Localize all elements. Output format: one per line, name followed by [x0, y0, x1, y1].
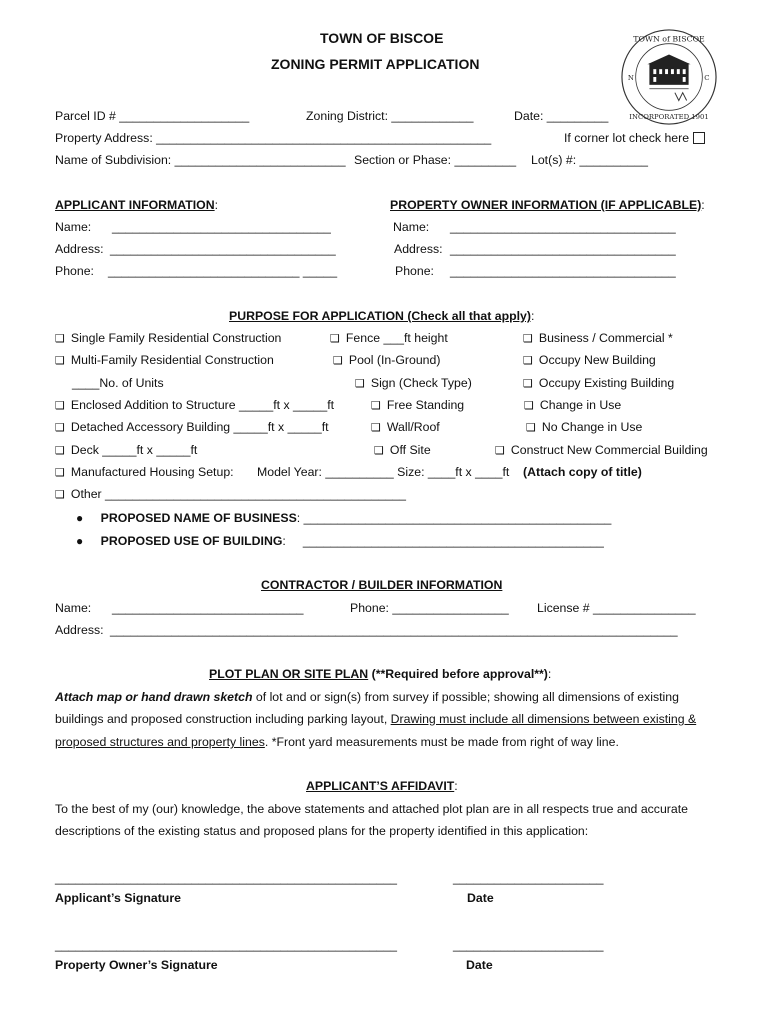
lots-field[interactable]: Lot(s) #: __________ — [531, 153, 648, 167]
contractor-phone-field[interactable]: Phone: _________________ — [350, 601, 509, 615]
checkbox-icon[interactable]: ❑ — [523, 378, 533, 390]
applicant-phone-field[interactable]: ____________________________ _____ — [108, 264, 338, 278]
checkbox-icon[interactable]: ❑ — [526, 422, 536, 434]
option-construct-new-commercial[interactable]: ❑ Construct New Commercial Building — [495, 443, 708, 457]
number-of-units-field[interactable]: ____No. of Units — [72, 376, 164, 390]
contractor-address-label: Address: — [55, 623, 104, 637]
applicant-address-field[interactable]: _________________________________ — [110, 242, 336, 256]
corner-lot-check — [564, 132, 705, 144]
checkbox-icon[interactable]: ❑ — [355, 378, 365, 390]
subdivision-field[interactable]: Name of Subdivision: _________________________ — [55, 153, 346, 167]
contractor-heading: CONTRACTOR / BUILDER INFORMATION — [261, 578, 503, 592]
checkbox-icon[interactable]: ❑ — [371, 422, 381, 434]
contractor-name-field[interactable]: ____________________________ — [112, 601, 304, 615]
applicant-name-label: Name: — [55, 220, 92, 234]
checkbox-icon[interactable]: ❑ — [55, 333, 65, 345]
option-manufactured-housing[interactable]: ❑ Manufactured Housing Setup: — [55, 465, 234, 479]
owner-signature-field[interactable]: __________________________________________________ — [55, 938, 397, 952]
option-free-standing[interactable]: ❑ Free Standing — [371, 398, 465, 412]
affidavit-heading: APPLICANT’S AFFIDAVIT: — [306, 779, 458, 793]
owner-phone-label: Phone: — [395, 264, 434, 278]
applicant-signature-field[interactable]: __________________________________________________ — [55, 871, 397, 885]
option-other[interactable]: ❑ Other ____________________________________________ — [55, 487, 406, 501]
attach-title-note: (Attach copy of title) — [523, 465, 642, 479]
owner-date-field[interactable]: ______________________ — [453, 938, 604, 952]
svg-text:TOWN of BISCOE: TOWN of BISCOE — [633, 34, 705, 44]
option-fence[interactable]: ❑ Fence ___ft height — [330, 331, 448, 345]
bullet-icon: ● — [76, 511, 84, 525]
contractor-name-label: Name: — [55, 601, 92, 615]
plot-plan-line3: proposed structures and property lines. *Front yard measurements must be made from right of way line. — [55, 735, 619, 749]
town-seal — [620, 28, 718, 126]
property-address-field[interactable]: Property Address: _________________________________________________ — [55, 131, 492, 145]
option-sign[interactable]: ❑ Sign (Check Type) — [355, 376, 472, 390]
purpose-heading: PURPOSE FOR APPLICATION (Check all that apply): — [229, 309, 535, 323]
option-detached-accessory[interactable]: ❑ Detached Accessory Building _____ft x _____ft — [55, 420, 329, 434]
option-business-commercial[interactable]: ❑ Business / Commercial * — [523, 331, 673, 345]
owner-name-label: Name: — [393, 220, 430, 234]
option-multi-family[interactable]: ❑ Multi-Family Residential Construction — [55, 353, 274, 367]
applicant-phone-label: Phone: — [55, 264, 94, 278]
bullet-icon: ● — [76, 534, 84, 548]
checkbox-icon[interactable]: ❑ — [371, 400, 381, 412]
business-use-row — [76, 535, 604, 547]
applicant-date-label: Date — [467, 891, 494, 905]
option-no-change-in-use[interactable]: ❑ No Change in Use — [526, 420, 643, 434]
applicant-heading: APPLICANT INFORMATION: — [55, 198, 219, 212]
parcel-id-field[interactable]: Parcel ID # ___________________ — [55, 109, 250, 123]
checkbox-icon[interactable]: ❑ — [55, 422, 65, 434]
business-name-field[interactable]: : _____________________________________________ — [296, 511, 612, 525]
phase-field[interactable]: Section or Phase: _________ — [354, 153, 517, 167]
checkbox-icon[interactable]: ❑ — [55, 355, 65, 367]
affidavit-line1: To the best of my (our) knowledge, the above statements and attached plot plan are in all respects true and accurate — [55, 802, 688, 816]
option-occupy-new[interactable]: ❑ Occupy New Building — [523, 353, 656, 367]
contractor-address-field[interactable]: ___________________________________________________________________________________ — [110, 623, 678, 637]
form-title: ZONING PERMIT APPLICATION — [271, 56, 480, 72]
owner-heading: PROPERTY OWNER INFORMATION (IF APPLICABLE): — [390, 198, 705, 212]
checkbox-icon[interactable]: ❑ — [523, 355, 533, 367]
owner-address-field[interactable]: _________________________________ — [450, 242, 676, 256]
option-wall-roof[interactable]: ❑ Wall/Roof — [371, 420, 440, 434]
owner-name-field[interactable]: _________________________________ — [450, 220, 676, 234]
business-name-label: PROPOSED NAME OF BUSINESS — [100, 511, 297, 525]
checkbox-icon[interactable]: ❑ — [330, 333, 340, 345]
checkbox-icon[interactable]: ❑ — [374, 445, 384, 457]
svg-text:INCORPORATED 1901: INCORPORATED 1901 — [629, 113, 709, 122]
corner-lot-label: If corner lot check here — [564, 131, 690, 145]
plot-plan-heading: PLOT PLAN OR SITE PLAN (**Required before approval**): — [209, 667, 552, 681]
option-off-site[interactable]: ❑ Off Site — [374, 443, 431, 457]
option-change-in-use[interactable]: ❑ Change in Use — [524, 398, 622, 412]
corner-lot-checkbox[interactable] — [693, 132, 705, 144]
applicant-date-field[interactable]: ______________________ — [453, 871, 604, 885]
owner-address-label: Address: — [394, 242, 443, 256]
owner-signature-label: Property Owner’s Signature — [55, 958, 218, 972]
business-use-label: PROPOSED USE OF BUILDING — [100, 534, 283, 548]
svg-text:C: C — [704, 73, 710, 82]
checkbox-icon[interactable]: ❑ — [55, 489, 65, 501]
checkbox-icon[interactable]: ❑ — [55, 400, 65, 412]
checkbox-icon[interactable]: ❑ — [55, 467, 65, 479]
business-name-row — [76, 512, 611, 524]
plot-plan-line2: buildings and proposed construction including parking layout, Drawing must include all dimensions between existing & — [55, 712, 697, 726]
option-enclosed-addition[interactable]: ❑ Enclosed Addition to Structure _____ft x _____ft — [55, 398, 335, 412]
manufactured-details-field[interactable]: Model Year: __________ Size: ____ft x ____ft — [257, 465, 510, 479]
option-pool[interactable]: ❑ Pool (In-Ground) — [333, 353, 441, 367]
affidavit-line2: descriptions of the existing status and proposed plans for the property identified in this application: — [55, 824, 589, 838]
zoning-district-field[interactable]: Zoning District: ____________ — [306, 109, 474, 123]
business-use-field[interactable]: : ____________________________________________ — [282, 534, 604, 548]
applicant-name-field[interactable]: ________________________________ — [112, 220, 331, 234]
option-deck[interactable]: ❑ Deck _____ft x _____ft — [55, 443, 198, 457]
date-field[interactable]: Date: _________ — [514, 109, 609, 123]
checkbox-icon[interactable]: ❑ — [55, 445, 65, 457]
option-occupy-existing[interactable]: ❑ Occupy Existing Building — [523, 376, 675, 390]
applicant-address-label: Address: — [55, 242, 104, 256]
owner-phone-field[interactable]: _________________________________ — [450, 264, 676, 278]
contractor-license-field[interactable]: License # _______________ — [537, 601, 696, 615]
checkbox-icon[interactable]: ❑ — [524, 400, 534, 412]
owner-date-label: Date — [466, 958, 493, 972]
checkbox-icon[interactable]: ❑ — [523, 333, 533, 345]
applicant-signature-label: Applicant’s Signature — [55, 891, 181, 905]
checkbox-icon[interactable]: ❑ — [495, 445, 505, 457]
town-title: TOWN OF BISCOE — [320, 30, 444, 46]
option-single-family[interactable]: ❑ Single Family Residential Construction — [55, 331, 282, 345]
plot-plan-line1: Attach map or hand drawn sketch of lot and or sign(s) from survey if possible; showing all dimensions of existing — [55, 690, 679, 704]
checkbox-icon[interactable]: ❑ — [333, 355, 343, 367]
svg-text:N: N — [627, 73, 634, 82]
